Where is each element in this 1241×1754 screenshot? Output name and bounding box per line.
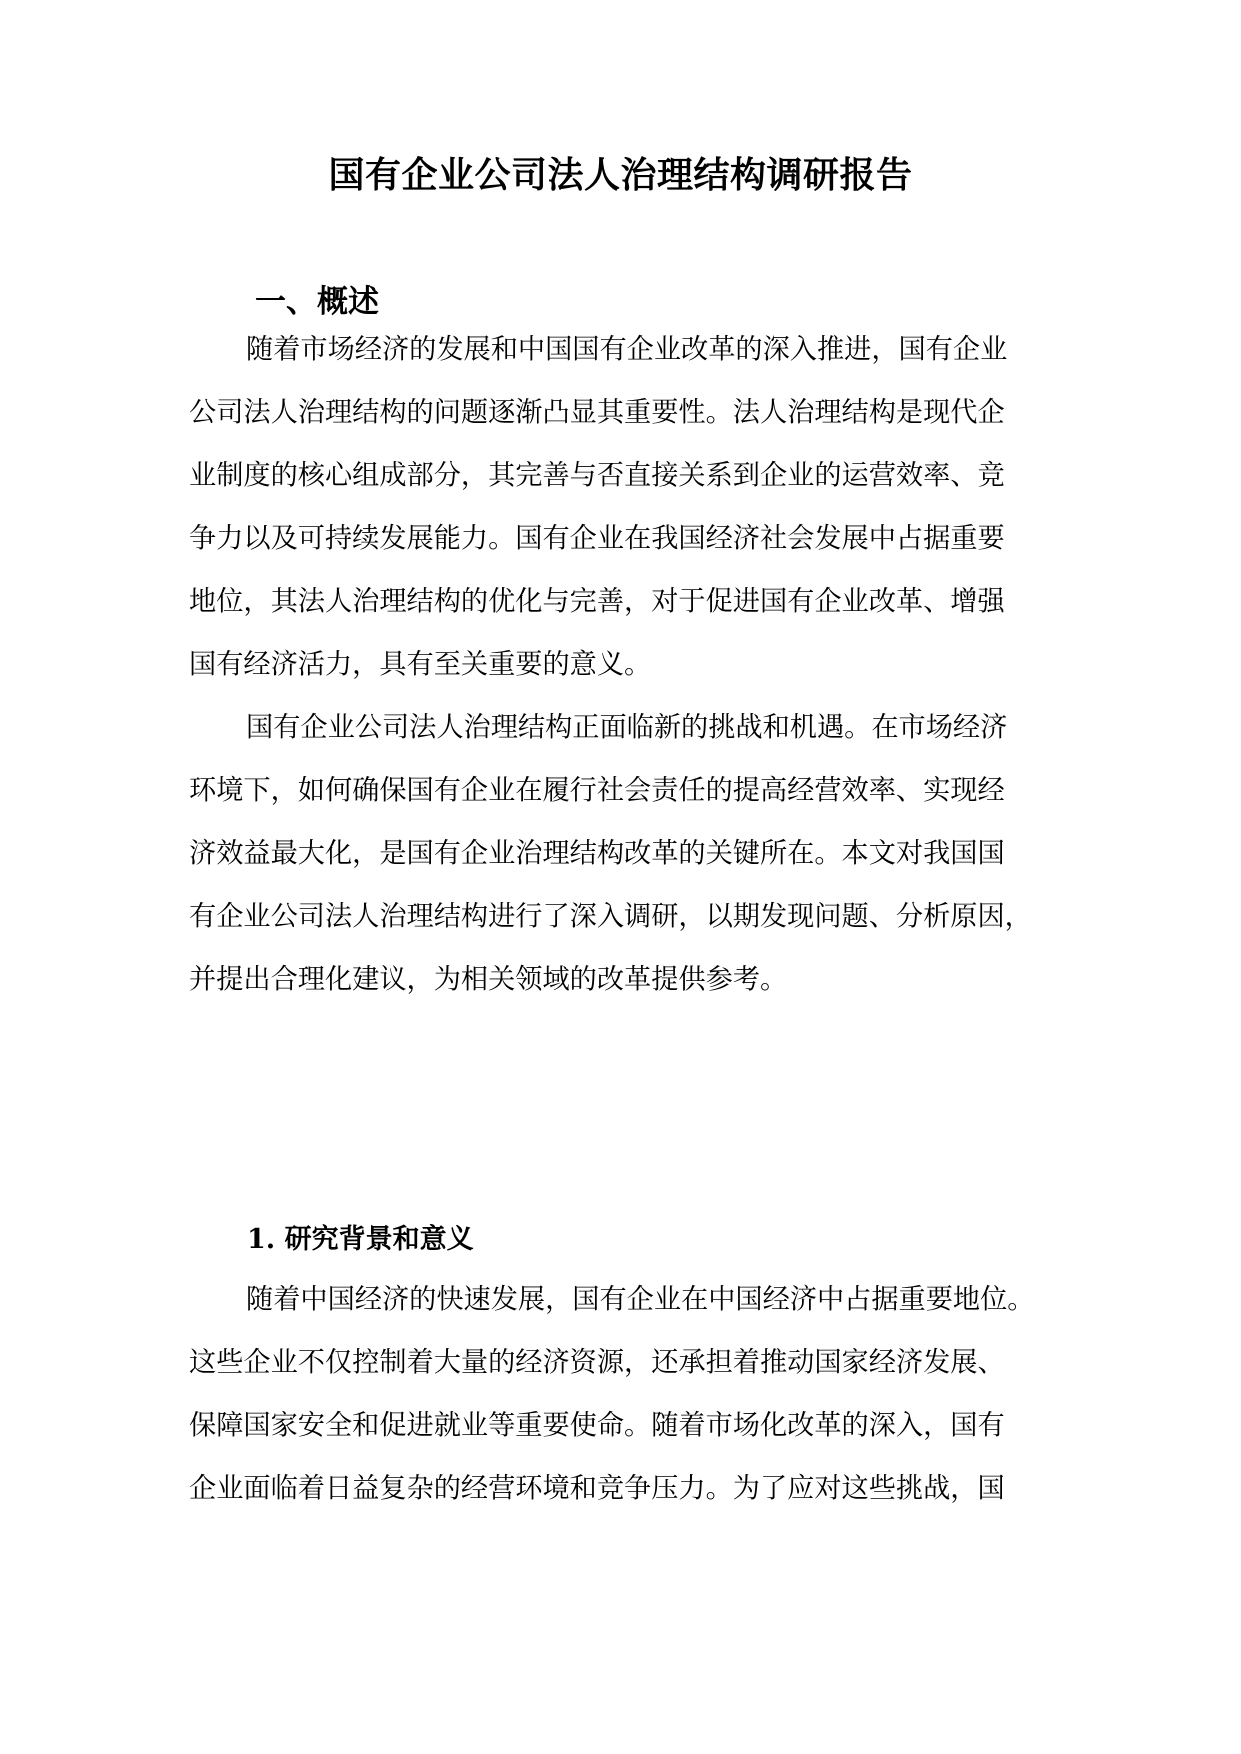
paragraph-line: 争力以及可持续发展能力。国有企业在我国经济社会发展中占据重要 (189, 523, 1005, 554)
subsection-heading-background: 1. 研究背景和意义 (247, 1224, 474, 1255)
paragraph-line: 这些企业不仅控制着大量的经济资源，还承担着推动国家经济发展、 (189, 1347, 1005, 1378)
paragraph-line: 保障国家安全和促进就业等重要使命。随着市场化改革的深入，国有 (189, 1410, 1005, 1441)
paragraph-line: 并提出合理化建议，为相关领域的改革提供参考。 (189, 964, 788, 995)
paragraph-line: 企业面临着日益复杂的经营环境和竞争压力。为了应对这些挑战，国 (189, 1473, 1005, 1504)
document-title: 国有企业公司法人治理结构调研报告 (328, 154, 913, 196)
paragraph-line: 业制度的核心组成部分，其完善与否直接关系到企业的运营效率、竞 (189, 460, 1005, 491)
paragraph-line: 济效益最大化，是国有企业治理结构改革的关键所在。本文对我国国 (189, 838, 1005, 869)
paragraph-line: 国有企业公司法人治理结构正面临新的挑战和机遇。在市场经济 (246, 712, 1008, 743)
paragraph-line: 随着中国经济的快速发展，国有企业在中国经济中占据重要地位。 (246, 1284, 1035, 1315)
paragraph-line: 地位，其法人治理结构的优化与完善，对于促进国有企业改革、增强 (189, 586, 1005, 617)
paragraph-line: 有企业公司法人治理结构进行了深入调研，以期发现问题、分析原因， (189, 901, 1032, 932)
paragraph-line: 国有经济活力，具有至关重要的意义。 (189, 649, 652, 680)
paragraph-line: 环境下，如何确保国有企业在履行社会责任的提高经营效率、实现经 (189, 775, 1005, 806)
paragraph-line: 公司法人治理结构的问题逐渐凸显其重要性。法人治理结构是现代企 (189, 397, 1005, 428)
section-heading-overview: 一、概述 (255, 284, 379, 320)
paragraph-line: 随着市场经济的发展和中国国有企业改革的深入推进，国有企业 (246, 334, 1008, 365)
